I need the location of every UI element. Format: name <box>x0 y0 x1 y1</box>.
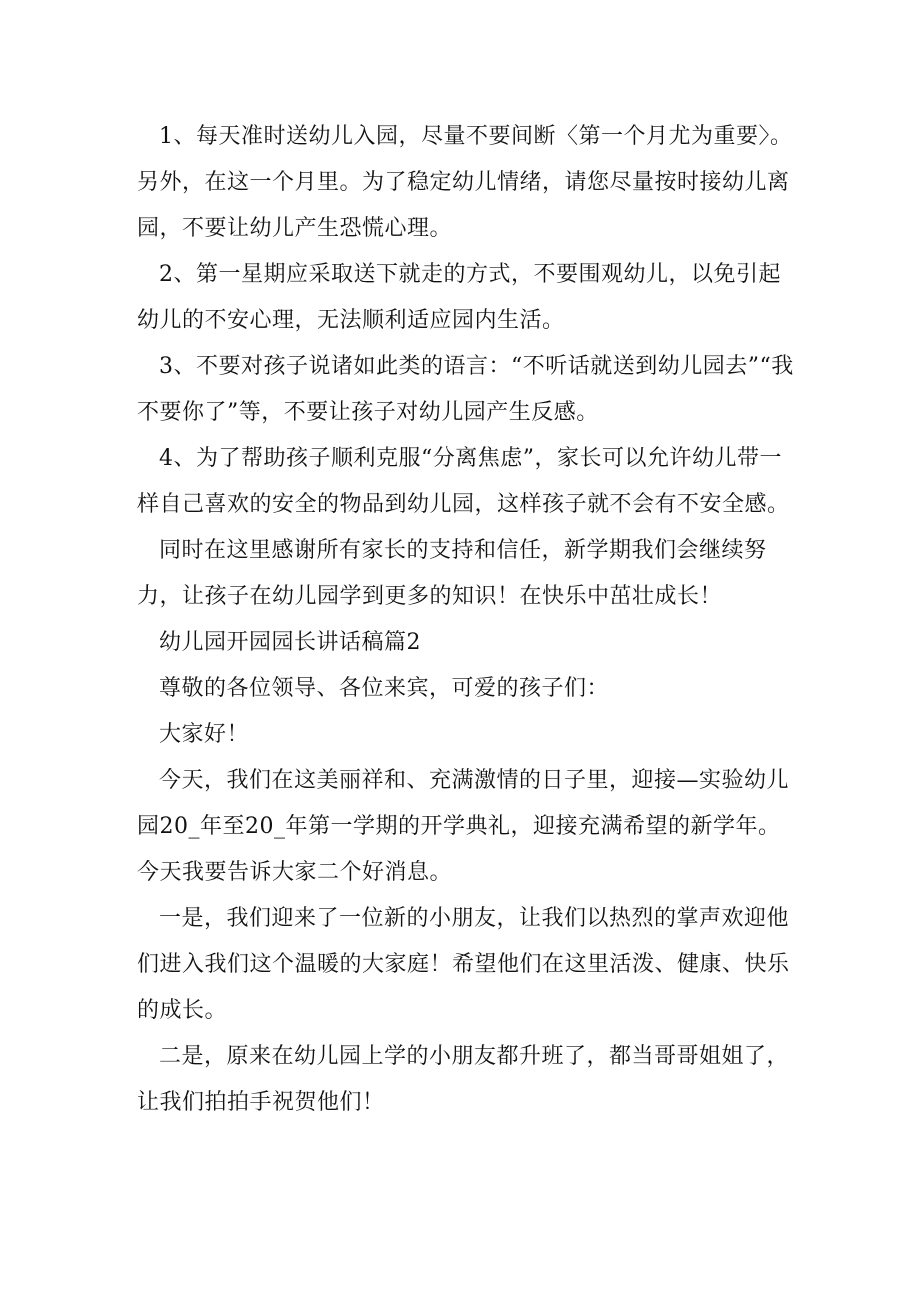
document-body <box>137 114 797 1126</box>
paragraph-news-2: 二是，原来在幼儿园上学的小朋友都升班了，都当哥哥姐姐了，让我们拍拍手祝贺他们！ <box>137 1044 790 1115</box>
paragraph-rule-1: 1、每天准时送幼儿入园，尽量不要间断〈第一个月尤为重要〉。另外，在这一个月里。为了稳定幼儿情绪，请您尽量按时接幼儿离园，不要让幼儿产生恐慌心理。 <box>137 124 793 241</box>
paragraph-greeting: 大家好！ <box>159 722 250 747</box>
paragraph-salutation: 尊敬的各位领导、各位来宾，可爱的孩子们： <box>159 676 610 701</box>
paragraph-news-1: 一是，我们迎来了一位新的小朋友，让我们以热烈的掌声欢迎他们进入我们这个温暖的大家庭！希望他们在这里活泼、健康、快乐的成长。 <box>137 906 790 1023</box>
paragraph-rule-3: 3、不要对孩子说诸如此类的语言：“不听话就送到幼儿园去”“我不要你了”等，不要让孩子对幼儿园产生反感。 <box>137 354 794 425</box>
paragraph-rule-4: 4、为了帮助孩子顺利克服“分离焦虑”，家长可以允许幼儿带一样自己喜欢的安全的物品到幼儿园，这样孩子就不会有不安全感。 <box>137 446 790 517</box>
paragraph-today: 今天，我们在这美丽祥和、充满激情的日子里，迎接—实验幼儿园20_年至20_年第一学期的开学典礼，迎接充满希望的新学年。今天我要告诉大家二个好消息。 <box>137 768 790 885</box>
paragraph-thanks: 同时在这里感谢所有家长的支持和信任，新学期我们会继续努力，让孩子在幼儿园学到更多的知识！在快乐中茁壮成长！ <box>137 538 767 609</box>
section-heading: 幼儿园开园园长讲话稿篇2 <box>159 630 421 655</box>
paragraph-rule-2: 2、第一星期应采取送下就走的方式，不要围观幼儿，以免引起幼儿的不安心理，无法顺利适应园内生活。 <box>137 262 781 333</box>
